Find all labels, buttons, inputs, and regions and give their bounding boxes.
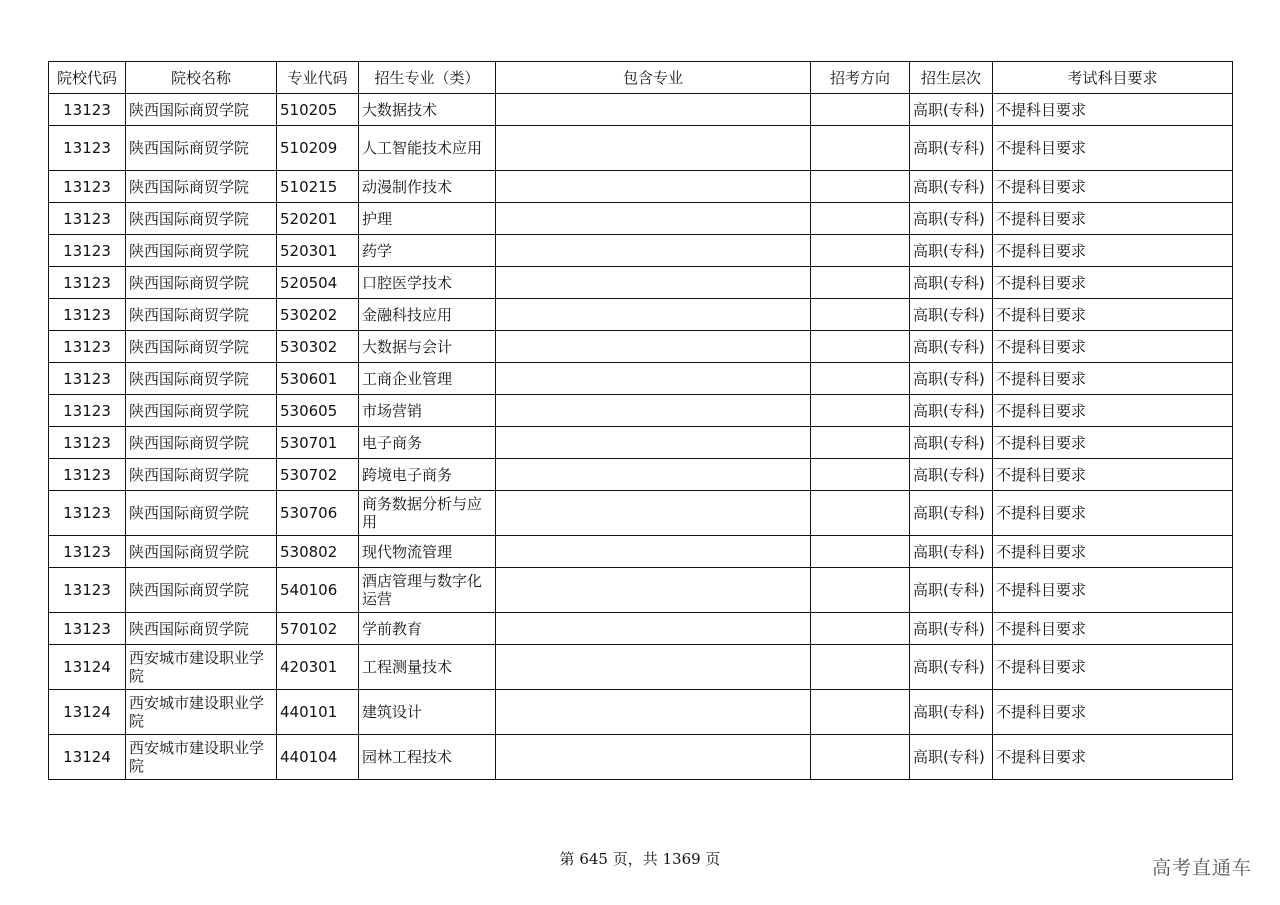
- cell-subject-requirement: 不提科目要求: [993, 568, 1233, 613]
- table-row: [49, 331, 1233, 363]
- cell-included-majors: [496, 459, 811, 491]
- header-level: 招生层次: [910, 62, 993, 94]
- cell-major-code: 520504: [277, 267, 359, 299]
- cell-major: 学前教育: [359, 613, 496, 645]
- header-direction: 招考方向: [811, 62, 910, 94]
- table-row: [49, 363, 1233, 395]
- cell-direction: [811, 331, 910, 363]
- cell-school-code: 13123: [49, 203, 126, 235]
- cell-major: 电子商务: [359, 427, 496, 459]
- table-body: [49, 94, 1233, 780]
- cell-major: 市场营销: [359, 395, 496, 427]
- table-row: [49, 491, 1233, 536]
- cell-school-code: 13124: [49, 690, 126, 735]
- cell-school-code: 13123: [49, 171, 126, 203]
- table-row: [49, 613, 1233, 645]
- cell-included-majors: [496, 645, 811, 690]
- header-school-code: 院校代码: [49, 62, 126, 94]
- cell-level: 高职(专科): [910, 126, 993, 171]
- header-school-name: 院校名称: [126, 62, 277, 94]
- cell-level: 高职(专科): [910, 395, 993, 427]
- cell-direction: [811, 690, 910, 735]
- cell-major: 酒店管理与数字化运营: [359, 568, 496, 613]
- page-number: 第 645 页，共 1369 页: [559, 850, 721, 868]
- cell-school-name: 陕西国际商贸学院: [126, 363, 277, 395]
- cell-school-code: 13123: [49, 331, 126, 363]
- cell-school-code: 13123: [49, 427, 126, 459]
- cell-included-majors: [496, 299, 811, 331]
- cell-major-code: 530601: [277, 363, 359, 395]
- cell-subject-requirement: 不提科目要求: [993, 491, 1233, 536]
- cell-school-name: 陕西国际商贸学院: [126, 331, 277, 363]
- table-row: [49, 267, 1233, 299]
- cell-major-code: 510215: [277, 171, 359, 203]
- cell-direction: [811, 299, 910, 331]
- table-row: [49, 459, 1233, 491]
- cell-direction: [811, 459, 910, 491]
- cell-school-code: 13123: [49, 299, 126, 331]
- cell-included-majors: [496, 690, 811, 735]
- cell-school-name: 陕西国际商贸学院: [126, 94, 277, 126]
- cell-included-majors: [496, 235, 811, 267]
- cell-major-code: 530701: [277, 427, 359, 459]
- cell-included-majors: [496, 267, 811, 299]
- cell-major-code: 510209: [277, 126, 359, 171]
- cell-subject-requirement: 不提科目要求: [993, 536, 1233, 568]
- cell-included-majors: [496, 613, 811, 645]
- table-row: [49, 735, 1233, 780]
- cell-major: 大数据与会计: [359, 331, 496, 363]
- table-row: [49, 645, 1233, 690]
- admissions-table: [48, 61, 1233, 780]
- cell-school-name: 陕西国际商贸学院: [126, 613, 277, 645]
- cell-school-code: 13123: [49, 363, 126, 395]
- cell-school-name: 西安城市建设职业学院: [126, 645, 277, 690]
- cell-included-majors: [496, 126, 811, 171]
- cell-direction: [811, 735, 910, 780]
- cell-included-majors: [496, 363, 811, 395]
- cell-subject-requirement: 不提科目要求: [993, 299, 1233, 331]
- cell-subject-requirement: 不提科目要求: [993, 395, 1233, 427]
- cell-subject-requirement: 不提科目要求: [993, 363, 1233, 395]
- cell-level: 高职(专科): [910, 363, 993, 395]
- cell-level: 高职(专科): [910, 331, 993, 363]
- cell-major: 药学: [359, 235, 496, 267]
- cell-major-code: 530802: [277, 536, 359, 568]
- cell-school-name: 陕西国际商贸学院: [126, 299, 277, 331]
- cell-school-name: 西安城市建设职业学院: [126, 690, 277, 735]
- table-row: [49, 690, 1233, 735]
- cell-school-code: 13124: [49, 735, 126, 780]
- cell-major: 跨境电子商务: [359, 459, 496, 491]
- watermark: 高考直通车: [1151, 857, 1252, 879]
- cell-school-name: 陕西国际商贸学院: [126, 267, 277, 299]
- table-row: [49, 203, 1233, 235]
- cell-school-name: 陕西国际商贸学院: [126, 427, 277, 459]
- cell-school-name: 陕西国际商贸学院: [126, 536, 277, 568]
- cell-subject-requirement: 不提科目要求: [993, 735, 1233, 780]
- cell-subject-requirement: 不提科目要求: [993, 235, 1233, 267]
- cell-school-name: 陕西国际商贸学院: [126, 203, 277, 235]
- cell-level: 高职(专科): [910, 690, 993, 735]
- cell-subject-requirement: 不提科目要求: [993, 613, 1233, 645]
- cell-direction: [811, 203, 910, 235]
- cell-level: 高职(专科): [910, 235, 993, 267]
- header-subject-requirement: 考试科目要求: [993, 62, 1233, 94]
- cell-major: 现代物流管理: [359, 536, 496, 568]
- cell-included-majors: [496, 491, 811, 536]
- cell-major: 大数据技术: [359, 94, 496, 126]
- header-major-code: 专业代码: [277, 62, 359, 94]
- cell-school-code: 13123: [49, 459, 126, 491]
- cell-major: 工程测量技术: [359, 645, 496, 690]
- cell-included-majors: [496, 203, 811, 235]
- cell-school-name: 西安城市建设职业学院: [126, 735, 277, 780]
- cell-school-code: 13123: [49, 94, 126, 126]
- cell-major: 建筑设计: [359, 690, 496, 735]
- cell-direction: [811, 395, 910, 427]
- cell-direction: [811, 613, 910, 645]
- cell-school-name: 陕西国际商贸学院: [126, 568, 277, 613]
- cell-school-code: 13123: [49, 235, 126, 267]
- cell-direction: [811, 94, 910, 126]
- cell-major-code: 530605: [277, 395, 359, 427]
- cell-included-majors: [496, 331, 811, 363]
- cell-major-code: 530706: [277, 491, 359, 536]
- cell-direction: [811, 171, 910, 203]
- header-major: 招生专业（类）: [359, 62, 496, 94]
- cell-included-majors: [496, 171, 811, 203]
- cell-school-name: 陕西国际商贸学院: [126, 171, 277, 203]
- cell-major-code: 540106: [277, 568, 359, 613]
- cell-level: 高职(专科): [910, 171, 993, 203]
- cell-level: 高职(专科): [910, 568, 993, 613]
- cell-major-code: 530702: [277, 459, 359, 491]
- cell-school-code: 13123: [49, 568, 126, 613]
- cell-included-majors: [496, 735, 811, 780]
- cell-major: 园林工程技术: [359, 735, 496, 780]
- cell-major: 动漫制作技术: [359, 171, 496, 203]
- cell-major-code: 420301: [277, 645, 359, 690]
- cell-level: 高职(专科): [910, 536, 993, 568]
- cell-major: 金融科技应用: [359, 299, 496, 331]
- cell-included-majors: [496, 94, 811, 126]
- cell-major: 工商企业管理: [359, 363, 496, 395]
- cell-subject-requirement: 不提科目要求: [993, 203, 1233, 235]
- cell-direction: [811, 267, 910, 299]
- cell-included-majors: [496, 568, 811, 613]
- cell-level: 高职(专科): [910, 735, 993, 780]
- cell-subject-requirement: 不提科目要求: [993, 126, 1233, 171]
- cell-subject-requirement: 不提科目要求: [993, 459, 1233, 491]
- cell-major-code: 520301: [277, 235, 359, 267]
- table-row: [49, 427, 1233, 459]
- table-row: [49, 299, 1233, 331]
- cell-included-majors: [496, 395, 811, 427]
- cell-direction: [811, 235, 910, 267]
- cell-school-code: 13123: [49, 613, 126, 645]
- cell-school-code: 13123: [49, 267, 126, 299]
- cell-level: 高职(专科): [910, 645, 993, 690]
- cell-subject-requirement: 不提科目要求: [993, 171, 1233, 203]
- cell-subject-requirement: 不提科目要求: [993, 331, 1233, 363]
- table-row: [49, 395, 1233, 427]
- cell-level: 高职(专科): [910, 94, 993, 126]
- cell-school-code: 13123: [49, 126, 126, 171]
- cell-direction: [811, 645, 910, 690]
- cell-school-name: 陕西国际商贸学院: [126, 459, 277, 491]
- cell-included-majors: [496, 427, 811, 459]
- cell-major: 人工智能技术应用: [359, 126, 496, 171]
- cell-major-code: 440101: [277, 690, 359, 735]
- cell-direction: [811, 536, 910, 568]
- cell-major-code: 570102: [277, 613, 359, 645]
- cell-level: 高职(专科): [910, 427, 993, 459]
- cell-major: 商务数据分析与应用: [359, 491, 496, 536]
- cell-school-code: 13123: [49, 491, 126, 536]
- cell-level: 高职(专科): [910, 613, 993, 645]
- cell-level: 高职(专科): [910, 267, 993, 299]
- cell-major: 口腔医学技术: [359, 267, 496, 299]
- cell-school-code: 13123: [49, 395, 126, 427]
- cell-school-code: 13124: [49, 645, 126, 690]
- cell-major-code: 530202: [277, 299, 359, 331]
- cell-direction: [811, 427, 910, 459]
- cell-level: 高职(专科): [910, 203, 993, 235]
- cell-major: 护理: [359, 203, 496, 235]
- cell-level: 高职(专科): [910, 299, 993, 331]
- table-header-row: [49, 62, 1233, 94]
- cell-direction: [811, 126, 910, 171]
- table-row: [49, 171, 1233, 203]
- cell-subject-requirement: 不提科目要求: [993, 427, 1233, 459]
- cell-school-name: 陕西国际商贸学院: [126, 395, 277, 427]
- cell-school-name: 陕西国际商贸学院: [126, 126, 277, 171]
- table-row: [49, 126, 1233, 171]
- cell-school-name: 陕西国际商贸学院: [126, 491, 277, 536]
- table-row: [49, 568, 1233, 613]
- cell-level: 高职(专科): [910, 459, 993, 491]
- header-included-majors: 包含专业: [496, 62, 811, 94]
- cell-subject-requirement: 不提科目要求: [993, 690, 1233, 735]
- table-row: [49, 94, 1233, 126]
- cell-direction: [811, 363, 910, 395]
- cell-included-majors: [496, 536, 811, 568]
- cell-major-code: 440104: [277, 735, 359, 780]
- cell-major-code: 520201: [277, 203, 359, 235]
- cell-direction: [811, 491, 910, 536]
- cell-subject-requirement: 不提科目要求: [993, 645, 1233, 690]
- cell-school-name: 陕西国际商贸学院: [126, 235, 277, 267]
- cell-major-code: 510205: [277, 94, 359, 126]
- cell-major-code: 530302: [277, 331, 359, 363]
- cell-direction: [811, 568, 910, 613]
- cell-subject-requirement: 不提科目要求: [993, 94, 1233, 126]
- cell-subject-requirement: 不提科目要求: [993, 267, 1233, 299]
- table-row: [49, 235, 1233, 267]
- cell-level: 高职(专科): [910, 491, 993, 536]
- cell-school-code: 13123: [49, 536, 126, 568]
- table-row: [49, 536, 1233, 568]
